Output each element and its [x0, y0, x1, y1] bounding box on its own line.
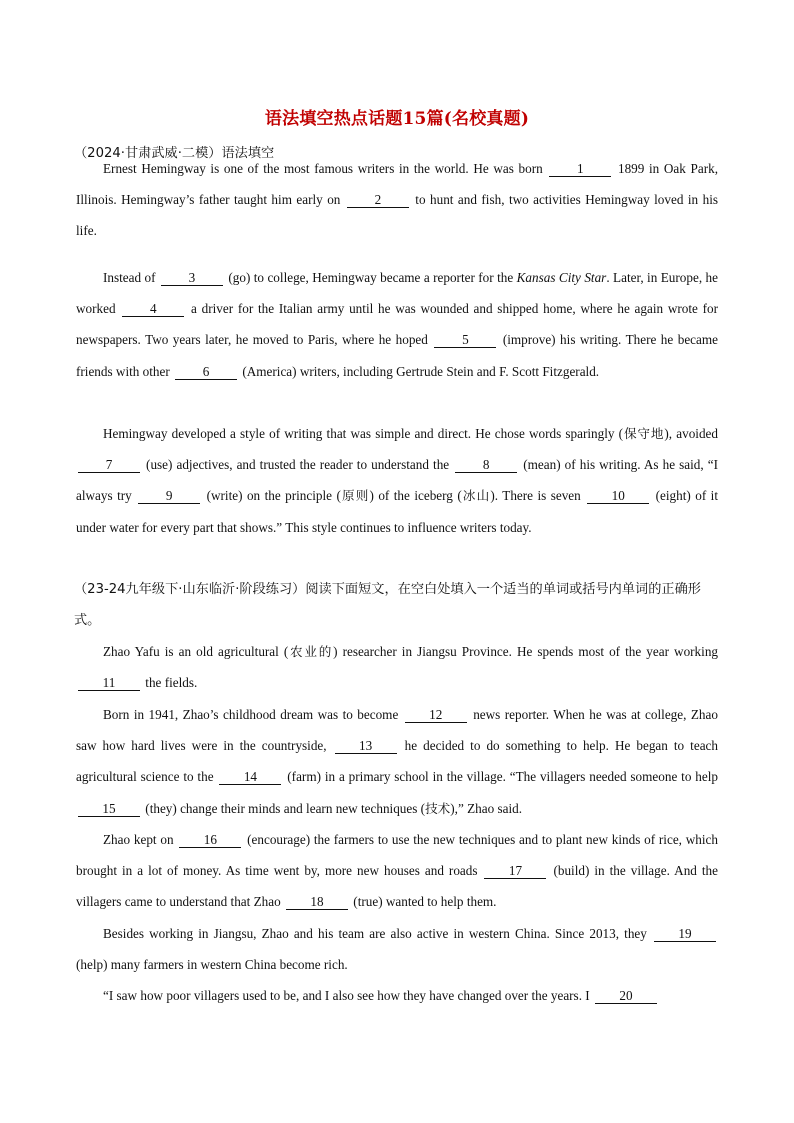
- blank-11[interactable]: 11: [78, 676, 140, 691]
- text: (write) on the principle (: [202, 488, 341, 504]
- text: (farm) in a primary school in the village. “The villagers needed someone to help: [283, 769, 718, 785]
- page-title: 语法填空热点话题15篇(名校真题): [264, 109, 530, 129]
- passage2-paragraph-4: [76, 918, 718, 980]
- passage2-paragraph-2: [76, 699, 718, 824]
- blank-18[interactable]: 18: [286, 895, 348, 910]
- blank-8[interactable]: 8: [455, 458, 517, 473]
- blank-5[interactable]: 5: [434, 333, 496, 348]
- text: “I saw how poor villagers used to be, and I also see how they have changed over the years. I: [103, 988, 593, 1003]
- text: the fields.: [142, 675, 198, 691]
- newspaper-name: Kansas City Star: [516, 270, 607, 285]
- blank-9[interactable]: 9: [138, 489, 200, 504]
- text: news reporter. When he was at college, Zhao saw how hard lives were in the countryside,: [76, 707, 718, 754]
- text: ) of the iceberg (: [369, 488, 462, 504]
- passage1-paragraph-1: [76, 153, 718, 247]
- text: Zhao kept on: [103, 832, 178, 847]
- blank-13[interactable]: 13: [335, 739, 397, 754]
- text: (eight) of it under water for every part that shows.” This style continues to influence writers today.: [76, 488, 718, 535]
- blank-2[interactable]: 2: [347, 193, 409, 208]
- text: (they) change their minds and learn new techniques (: [142, 800, 426, 816]
- passage2-paragraph-3: [76, 824, 718, 918]
- passage1-heading: （2024·甘肃武威·二模）语法填空: [74, 146, 275, 161]
- blank-17[interactable]: 17: [484, 864, 546, 879]
- text: 1899 in Oak Park, Illinois. Hemingway’s father taught him early on: [76, 161, 718, 208]
- blank-10[interactable]: 10: [587, 489, 649, 504]
- blank-19[interactable]: 19: [654, 927, 716, 942]
- passage2-paragraph-1: [76, 636, 718, 698]
- chinese-gloss: 保守地: [623, 426, 665, 441]
- text: Born in 1941, Zhao’s childhood dream was to become: [103, 707, 403, 722]
- text: to hunt and fish, two activities Hemingway loved in his life.: [76, 192, 718, 239]
- text: (mean) of his writing. As he said, “I always try: [76, 457, 718, 504]
- blank-20[interactable]: 20: [595, 989, 657, 1004]
- text: ) researcher in Jiangsu Province. He spends most of the year working: [333, 644, 719, 659]
- text: Zhao Yafu is an old agricultural (: [103, 644, 289, 659]
- text: (go) to college, Hemingway became a reporter for the: [224, 270, 517, 285]
- text: (encourage) the farmers to use the new techniques and to plant new kinds of rice, which brought in a lot of money. As time went by, more new houses and roads: [76, 832, 718, 879]
- text: (improve) his writing. There he became friends with other: [76, 332, 719, 379]
- chinese-gloss: 冰山: [461, 488, 491, 504]
- blank-14[interactable]: 14: [219, 770, 281, 785]
- text: Instead of: [103, 270, 159, 285]
- blank-1[interactable]: 1: [549, 162, 611, 177]
- text: (help) many farmers in western China become rich.: [76, 957, 348, 973]
- blank-7[interactable]: 7: [78, 458, 140, 473]
- chinese-gloss: 农业的: [288, 644, 334, 659]
- passage1-paragraph-3: [76, 418, 718, 543]
- text: ), avoided: [664, 426, 719, 441]
- chinese-gloss: 原则: [340, 488, 370, 504]
- blank-16[interactable]: 16: [179, 833, 241, 848]
- text: Besides working in Jiangsu, Zhao and his team are also active in western China. Since 2013, they: [103, 926, 652, 941]
- blank-6[interactable]: 6: [175, 365, 237, 380]
- text: (build) in the village. And the villagers came to understand that Zhao: [76, 863, 718, 910]
- blank-4[interactable]: 4: [122, 302, 184, 317]
- passage2-paragraph-5: [76, 980, 718, 1011]
- text: . Later, in Europe, he worked: [76, 270, 718, 317]
- blank-12[interactable]: 12: [405, 708, 467, 723]
- text: (use) adjectives, and trusted the reader to understand the: [142, 457, 454, 473]
- text: a driver for the Italian army until he was wounded and shipped home, where he again wrote for newspapers. Two years later, he moved to Paris, where he hoped: [76, 301, 718, 348]
- passage1-paragraph-2: [76, 262, 718, 387]
- chinese-gloss: 技术: [425, 800, 451, 816]
- text: ). There is seven: [490, 488, 586, 504]
- text: Hemingway developed a style of writing that was simple and direct. He chose words sparingly (: [103, 426, 624, 441]
- text: (America) writers, including Gertrude Stein and F. Scott Fitzgerald.: [239, 363, 600, 379]
- text: he decided to do something to help. He began to teach agricultural science to the: [76, 738, 719, 785]
- text: (true) wanted to help them.: [350, 894, 497, 910]
- blank-15[interactable]: 15: [78, 802, 140, 817]
- passage2-heading: （23-24九年级下·山东临沂·阶段练习）阅读下面短文，在空白处填入一个适当的单词或括号内单词的正确形式。: [74, 582, 701, 628]
- text: Ernest Hemingway is one of the most famous writers in the world. He was born: [103, 161, 548, 176]
- blank-3[interactable]: 3: [161, 271, 223, 286]
- text: ),” Zhao said.: [450, 800, 523, 816]
